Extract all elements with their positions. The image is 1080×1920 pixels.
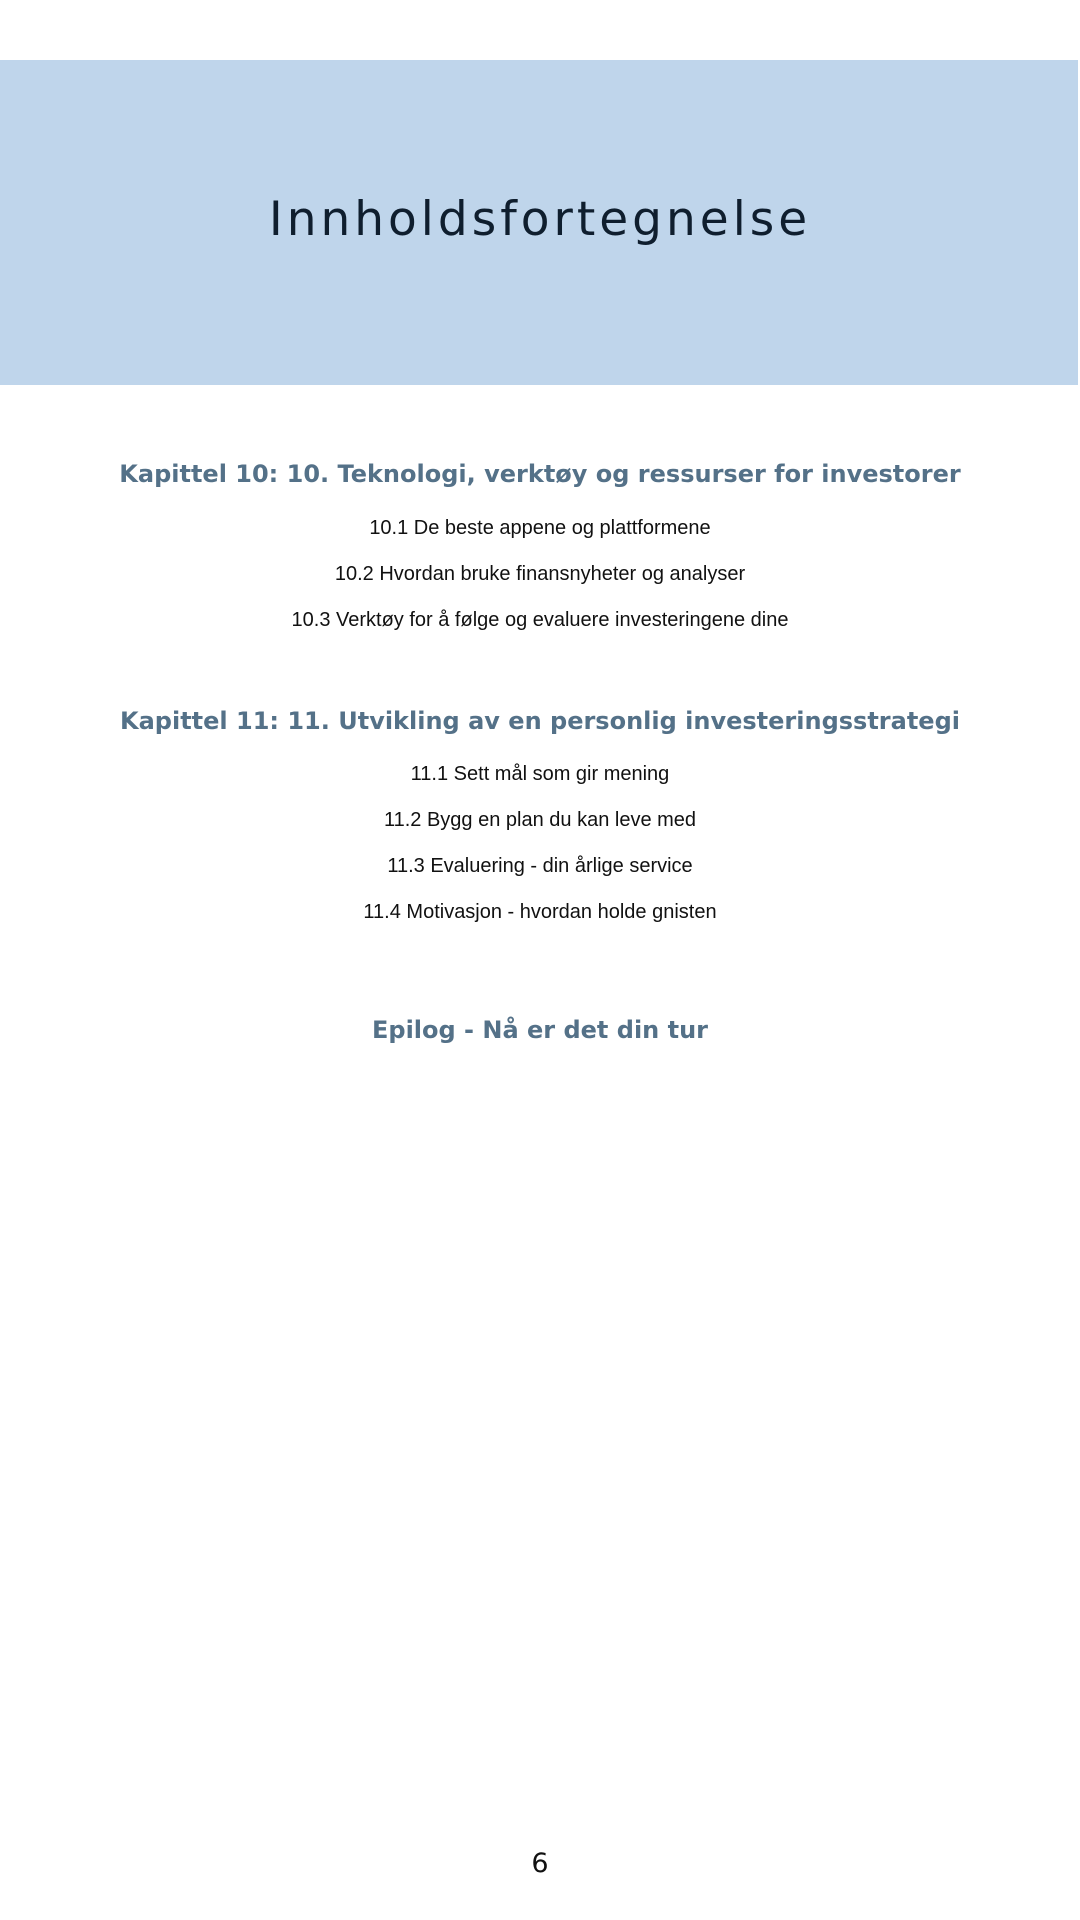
toc-item-11-3[interactable]: 11.3 Evaluering - din årlige service	[387, 855, 693, 877]
toc-item-11-2[interactable]: 11.2 Bygg en plan du kan leve med	[383, 809, 697, 831]
toc-item-10-2[interactable]: 10.2 Hvordan bruke finansnyheter og analyser	[334, 563, 746, 585]
epilogue-heading[interactable]: Epilog - Nå er det din tur	[372, 1016, 708, 1044]
toc-item-10-1[interactable]: 10.1 De beste appene og plattformene	[369, 517, 711, 539]
toc-item-11-1[interactable]: 11.1 Sett mål som gir mening	[410, 763, 670, 785]
toc-item-10-3[interactable]: 10.3 Verktøy for å følge og evaluere investeringene dine	[291, 609, 789, 631]
chapter-heading-10[interactable]: Kapittel 10: 10. Teknologi, verktøy og ressurser for investorer	[119, 460, 961, 488]
page-title: Innholdsfortegnelse	[268, 192, 812, 247]
toc-item-11-4[interactable]: 11.4 Motivasjon - hvordan holde gnisten	[363, 901, 717, 923]
chapter-heading-11[interactable]: Kapittel 11: 11. Utvikling av en personlig investeringsstrategi	[120, 707, 960, 735]
page-number: 6	[531, 1848, 549, 1879]
